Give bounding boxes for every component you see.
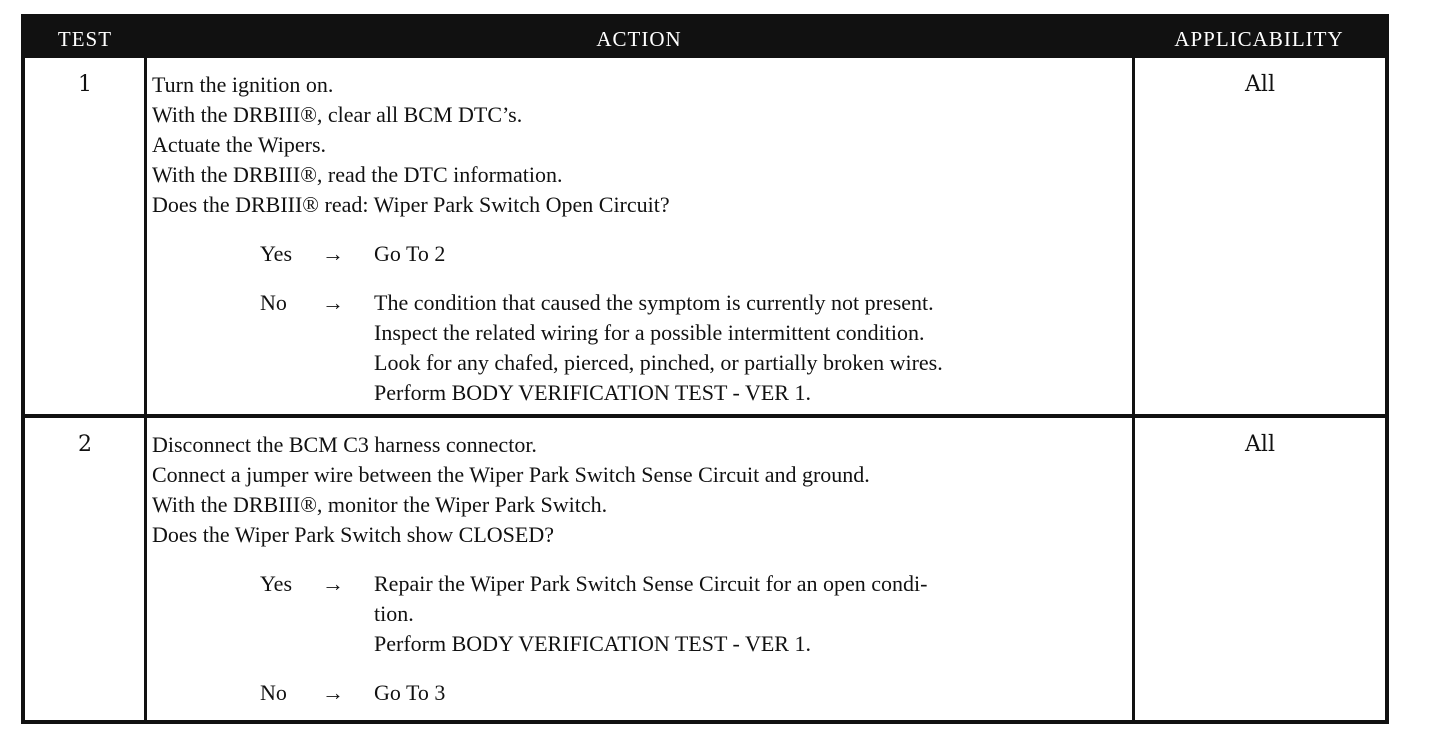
outcome-result (374, 569, 1127, 659)
action-step: With the DRBIII®, read the DTC information. (152, 162, 563, 187)
action-step: Connect a jumper wire between the Wiper Park Switch Sense Circuit and ground. (152, 462, 870, 487)
action-step: Does the DRBIII® read: Wiper Park Switch Open Circuit? (152, 192, 670, 217)
arrow-icon: → (322, 241, 344, 266)
outcome-result (374, 239, 1127, 269)
table-row (25, 418, 1385, 720)
outcome-answer: No (260, 680, 287, 705)
outcome-line: Go To 3 (374, 680, 446, 705)
applicability-value: All (1245, 432, 1275, 457)
outcome-line: Perform BODY VERIFICATION TEST - VER 1. (374, 380, 811, 405)
header-test: TEST (57, 27, 113, 51)
table-row (25, 58, 1385, 414)
table-header-row (25, 18, 1385, 58)
action-cell (152, 70, 1127, 408)
arrow-icon: → (322, 290, 344, 315)
diagnostic-test-table (21, 14, 1389, 724)
action-step: Does the Wiper Park Switch show CLOSED? (152, 522, 554, 547)
action-step: With the DRBIII®, clear all BCM DTC’s. (152, 102, 523, 127)
arrow-icon: → (322, 571, 344, 596)
outcome-line: The condition that caused the symptom is currently not present. (374, 290, 934, 315)
action-step: Turn the ignition on. (152, 72, 334, 97)
outcome-answer: Yes (260, 571, 293, 596)
header-applicability: APPLICABILITY (1174, 27, 1344, 51)
outcome-line: Perform BODY VERIFICATION TEST - VER 1. (374, 631, 811, 656)
outcome-no (152, 678, 1127, 708)
applicability-value: All (1245, 72, 1275, 97)
outcome-no (152, 288, 1127, 408)
outcome-line: Go To 2 (374, 241, 446, 266)
outcome-line: tion. (374, 601, 414, 626)
outcome-answer: Yes (260, 241, 293, 266)
outcome-yes (152, 569, 1127, 659)
outcome-answer: No (260, 290, 287, 315)
test-number: 1 (78, 72, 92, 97)
outcome-result (374, 678, 1127, 708)
test-number: 2 (78, 432, 92, 457)
action-cell (152, 430, 1127, 708)
outcome-line: Repair the Wiper Park Switch Sense Circuit for an open condi- (374, 571, 928, 596)
action-step: Actuate the Wipers. (152, 132, 327, 157)
action-step: With the DRBIII®, monitor the Wiper Park Switch. (152, 492, 608, 517)
action-step: Disconnect the BCM C3 harness connector. (152, 432, 537, 457)
outcome-line: Inspect the related wiring for a possible intermittent condition. (374, 320, 925, 345)
arrow-icon: → (322, 680, 344, 705)
outcome-yes (152, 239, 1127, 269)
header-action: ACTION (596, 27, 682, 51)
outcome-line: Look for any chafed, pierced, pinched, or partially broken wires. (374, 350, 943, 375)
outcome-result (374, 288, 1127, 408)
